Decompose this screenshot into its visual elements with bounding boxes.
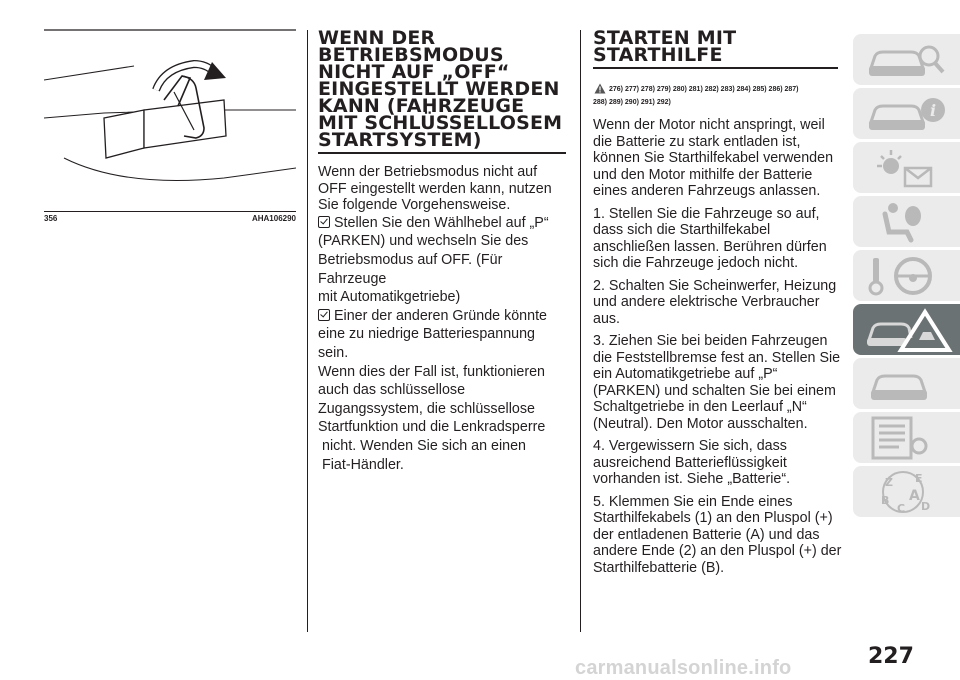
tab-maintenance[interactable]: [853, 358, 960, 409]
tab-starting-driving[interactable]: [853, 250, 960, 301]
tab-car-info[interactable]: [853, 88, 960, 139]
svg-text:C: C: [897, 502, 906, 514]
warning-triangle-icon: [594, 83, 606, 94]
dashboard-lights-mail-icon: [863, 146, 953, 190]
tab-technical-data[interactable]: [853, 412, 960, 463]
bullet-text: Betriebsmodus auf OFF. (Für Fahrzeuge: [318, 251, 503, 287]
step-5: 5. Klemmen Sie ein Ende eines Starthilfekabels (1) an den Pluspol (+) der entladenen Batterie (A) und das andere Ende (2) an den Pluspol (+) der Starthilfebatterie (B).: [593, 493, 842, 576]
chapter-tabs: [853, 34, 960, 520]
steering-wheel-key-icon: [863, 254, 953, 298]
bullet-text: mit Automatikgetriebe): [318, 289, 461, 306]
car-info-icon: [863, 92, 953, 136]
tab-emergency[interactable]: [853, 304, 960, 355]
column-divider-2: [580, 30, 581, 632]
paragraph: Wenn der Motor nicht anspringt, weil die Batterie zu stark entladen ist, können Sie Starthilfekabel verwenden und den Motor mithilfe der Batterie eines anderen Fahrzeugs anlassen.: [593, 117, 834, 199]
svg-text:B: B: [881, 494, 890, 507]
section-jump-start: [593, 27, 843, 582]
step-2: 2. Schalten Sie Scheinwerfer, Heizung und andere elektrische Verbraucher aus.: [593, 277, 837, 327]
svg-text:i: i: [929, 101, 937, 120]
bullet-item: Stellen Sie den Wählhebel auf „P“: [318, 214, 568, 233]
bullet-text: auch das schlüssellose: [318, 382, 466, 399]
bullet-text: Zugangssystem, die schlüssellose: [318, 400, 535, 417]
watermark: carmanualsonline.info: [575, 657, 792, 679]
tab-index[interactable]: [853, 466, 960, 517]
section-heading: WENN DER BETRIEBSMODUS NICHT AUF „OFF“ EINGESTELLT WERDEN KANN (FAHRZEUGE MIT SCHLÜSSELLOSEM STARTSYSTEM): [318, 30, 566, 154]
section-heading: STARTEN MIT STARTHILFE: [593, 30, 838, 69]
figure-number: 356: [44, 214, 58, 223]
car-warning-triangle-icon: [863, 308, 953, 352]
tab-safety[interactable]: [853, 196, 960, 247]
svg-text:E: E: [915, 472, 923, 485]
svg-text:A: A: [909, 488, 920, 504]
caption-rule: [44, 211, 296, 212]
bullet-text: Fiat-Händler.: [322, 456, 404, 473]
seat-airbag-icon: [863, 200, 953, 244]
bullet-text: eine zu niedrige Batteriespannung sein.: [318, 326, 535, 361]
alphabetical-index-icon: [863, 470, 953, 514]
checkbox-icon: [318, 216, 330, 228]
parking-brake-illustration: [44, 18, 296, 208]
checkbox-icon: [318, 309, 330, 321]
technical-data-list-icon: [863, 416, 953, 460]
tab-dashboard-lights[interactable]: [853, 142, 960, 193]
bullet-item: Einer der anderen Gründe könnte: [318, 307, 568, 326]
section-mode-not-off: [318, 27, 568, 474]
page-number: 227: [868, 644, 914, 669]
warning-references: 276) 277) 278) 279) 280) 281) 282) 283) 284) 285) 286) 287) 288) 289) 290) 291) 292): [593, 83, 843, 109]
step-3: 3. Ziehen Sie bei beiden Fahrzeugen die Feststellbremse fest an. Stellen Sie ein Automatikgetriebe auf „P“ (PARKEN) und schalten Sie bei einem Schaltgetriebe in den Leerlauf „N“ (Neutral). Den Motor ausschalten.: [593, 333, 841, 432]
svg-text:Z: Z: [885, 476, 893, 489]
step-1: 1. Stellen Sie die Fahrzeuge so auf, dass sich die Starthilfekabel anschließen lassen. Berühren dürfen sich die Fahrzeuge jedoch nicht.: [593, 205, 827, 271]
svg-text:D: D: [921, 500, 931, 513]
column-divider-1: [307, 30, 308, 632]
car-service-icon: [863, 362, 953, 406]
step-4: 4. Vergewissern Sie sich, dass ausreichend Batterieflüssigkeit vorhanden ist. Siehe „Batterie“.: [593, 438, 791, 487]
car-search-icon: [863, 38, 953, 82]
bullet-text: nicht. Wenden Sie sich an einen: [322, 437, 526, 454]
figure-code: AHA106290: [251, 214, 296, 223]
bullet-text: (PARKEN) und wechseln Sie des: [318, 233, 529, 250]
bullet-text: Wenn dies der Fall ist, funktionieren: [318, 363, 546, 380]
tab-car-search[interactable]: [853, 34, 960, 85]
intro-paragraph: Wenn der Betriebsmodus nicht auf OFF eingestellt werden kann, nutzen Sie folgende Vorgehensweise.: [318, 164, 552, 214]
bullet-text: Startfunktion und die Lenkradsperre: [318, 419, 546, 436]
